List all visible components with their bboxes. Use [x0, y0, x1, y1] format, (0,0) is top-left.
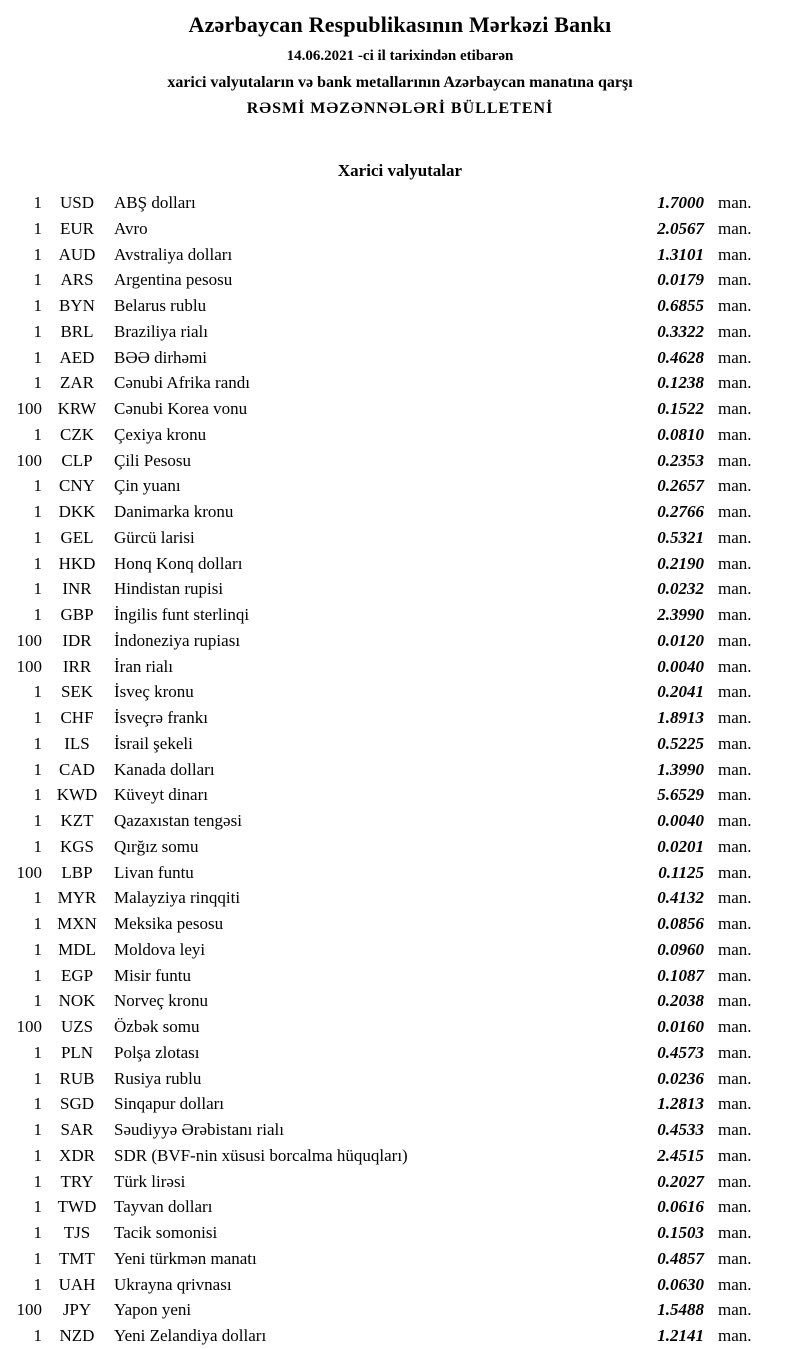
currency-code: KZT [60, 811, 94, 830]
rate-unit: man. [718, 759, 752, 779]
nominal-multiplier: 1 [33, 244, 42, 264]
rate-value: 0.0630 [657, 1274, 704, 1294]
bank-title: Azərbaycan Respublikasının Mərkəzi Bankı [188, 12, 612, 37]
rate-value: 0.1503 [657, 1223, 704, 1242]
rate-row [12, 808, 762, 834]
rate-row [12, 499, 762, 525]
nominal-multiplier: 100 [16, 1017, 42, 1036]
currency-name: Argentina pesosu [114, 270, 233, 290]
currency-name: Avro [114, 218, 148, 238]
rate-row [12, 705, 762, 731]
currency-code: BYN [59, 296, 95, 315]
nominal-multiplier: 1 [33, 965, 42, 985]
nominal-multiplier: 1 [33, 502, 42, 521]
currency-code: ARS [60, 270, 94, 290]
nominal-multiplier: 1 [33, 682, 42, 702]
rate-row [12, 1117, 762, 1143]
nominal-multiplier: 1 [33, 1223, 42, 1242]
rate-row [12, 1194, 762, 1220]
rate-row [12, 267, 762, 293]
currency-code: PLN [60, 1042, 94, 1062]
rate-unit: man. [718, 502, 752, 521]
currency-code: EUR [60, 218, 94, 238]
rate-unit: man. [718, 1274, 752, 1294]
nominal-multiplier: 1 [33, 1171, 42, 1191]
rate-value: 0.2353 [657, 450, 704, 470]
currency-code: SAR [60, 1120, 94, 1139]
rate-unit: man. [718, 347, 752, 367]
rate-unit: man. [718, 630, 752, 650]
currency-code: HKD [58, 553, 96, 573]
rate-value: 1.5488 [657, 1300, 704, 1320]
section-title-foreign-currencies: Xarici valyutalar [337, 161, 463, 180]
rate-unit: man. [718, 553, 752, 573]
currency-code: SEK [60, 682, 94, 702]
rate-row [12, 1040, 762, 1066]
currency-name: Avstraliya dolları [114, 244, 233, 264]
nominal-multiplier: 1 [33, 321, 42, 341]
currency-code: SGD [59, 1094, 94, 1114]
rate-unit: man. [718, 450, 752, 470]
currency-name: Yapon yeni [114, 1300, 192, 1320]
currency-name: Yeni Zelandiya dolları [114, 1326, 267, 1345]
rate-unit: man. [718, 1120, 752, 1139]
rate-value: 0.2027 [657, 1171, 704, 1191]
currency-name: Ukrayna qrivnası [114, 1274, 232, 1294]
rate-value: 1.3990 [657, 759, 704, 779]
rate-row [12, 988, 762, 1014]
nominal-multiplier: 1 [33, 193, 42, 212]
rate-value: 0.0179 [657, 270, 704, 290]
rate-row [12, 602, 762, 628]
nominal-multiplier: 1 [33, 347, 42, 367]
rate-unit: man. [718, 1300, 752, 1320]
rate-value: 0.2038 [657, 991, 704, 1011]
rate-row [12, 679, 762, 705]
currency-name: Türk lirəsi [114, 1171, 186, 1191]
currency-name: ABŞ dolları [114, 193, 196, 212]
rate-row [12, 937, 762, 963]
rate-unit: man. [718, 193, 752, 212]
rate-value: 0.2657 [657, 476, 704, 496]
nominal-multiplier: 1 [33, 1120, 42, 1139]
currency-name: Çexiya kronu [114, 424, 207, 444]
nominal-multiplier: 1 [33, 270, 42, 290]
rate-value: 0.1125 [658, 862, 704, 882]
rate-unit: man. [718, 605, 752, 624]
rate-row [12, 525, 762, 551]
currency-name: BƏƏ dirhəmi [114, 347, 208, 367]
nominal-multiplier: 1 [33, 553, 42, 573]
nominal-multiplier: 1 [33, 527, 42, 547]
exchange-rates-table [0, 190, 800, 1349]
rate-row [12, 782, 762, 808]
currency-code: KGS [59, 836, 94, 856]
rate-row [12, 757, 762, 783]
currency-name: Küveyt dinarı [114, 785, 208, 805]
rate-value: 0.4132 [657, 888, 704, 908]
nominal-multiplier: 100 [16, 450, 42, 470]
currency-code: CHF [60, 708, 94, 727]
rate-value: 1.8913 [657, 708, 704, 727]
rate-row [12, 963, 762, 989]
currency-code: UZS [60, 1017, 94, 1036]
currency-code: RUB [59, 1068, 95, 1088]
rate-value: 2.4515 [657, 1145, 704, 1165]
rate-row [12, 1297, 762, 1323]
rate-row [12, 911, 762, 937]
rate-unit: man. [718, 321, 752, 341]
rate-value: 0.4628 [657, 347, 704, 367]
currency-name: İngilis funt sterlinqi [114, 605, 250, 624]
currency-name: SDR (BVF-nin xüsusi borcalma hüquqları) [114, 1145, 408, 1165]
currency-name: Səudiyyə Ərəbistanı rialı [114, 1120, 284, 1139]
nominal-multiplier: 1 [33, 476, 42, 496]
rate-unit: man. [718, 1197, 752, 1217]
nominal-multiplier: 1 [33, 424, 42, 444]
currency-name: Çili Pesosu [114, 450, 191, 470]
rate-value: 0.4573 [657, 1042, 704, 1062]
rate-row [12, 1246, 762, 1272]
nominal-multiplier: 1 [33, 811, 42, 830]
rate-value: 5.6529 [657, 785, 704, 805]
rate-value: 0.3322 [657, 321, 704, 341]
rate-row [12, 1066, 762, 1092]
nominal-multiplier: 1 [33, 759, 42, 779]
currency-name: Qazaxıstan tengəsi [114, 811, 242, 830]
currency-name: Tayvan dolları [114, 1197, 213, 1217]
rate-row [12, 1220, 762, 1246]
nominal-multiplier: 100 [16, 630, 42, 650]
rate-value: 0.2041 [657, 682, 704, 702]
nominal-multiplier: 1 [33, 991, 42, 1011]
rate-value: 0.4533 [657, 1120, 704, 1139]
rate-unit: man. [718, 1017, 752, 1036]
rate-row [12, 319, 762, 345]
rate-unit: man. [718, 424, 752, 444]
nominal-multiplier: 1 [33, 605, 42, 624]
currency-name: Kanada dolları [114, 759, 215, 779]
nominal-multiplier: 1 [33, 1197, 42, 1217]
nominal-multiplier: 1 [33, 296, 42, 315]
currency-code: AUD [58, 244, 96, 264]
currency-name: Moldova leyi [114, 939, 206, 959]
currency-code: TWD [57, 1197, 97, 1217]
currency-code: BRL [60, 321, 94, 341]
currency-code: DKK [58, 502, 96, 521]
rate-value: 1.7000 [657, 193, 704, 212]
currency-name: İndoneziya rupiası [114, 630, 241, 650]
rate-unit: man. [718, 682, 752, 702]
currency-code: USD [59, 193, 94, 212]
rate-value: 2.0567 [657, 218, 704, 238]
currency-name: Yeni türkmən manatı [114, 1248, 257, 1268]
rate-row [12, 242, 762, 268]
rate-unit: man. [718, 888, 752, 908]
nominal-multiplier: 1 [33, 1274, 42, 1294]
currency-code: CNY [59, 476, 95, 496]
rate-unit: man. [718, 991, 752, 1011]
currency-code: MDL [58, 939, 96, 959]
currency-name: Gürcü larisi [114, 527, 195, 547]
currency-name: Sinqapur dolları [114, 1094, 225, 1114]
rate-unit: man. [718, 1042, 752, 1062]
currency-code: XDR [59, 1145, 95, 1165]
nominal-multiplier: 1 [33, 708, 42, 727]
rate-unit: man. [718, 862, 752, 882]
rate-row [12, 422, 762, 448]
rate-value: 0.0810 [657, 424, 704, 444]
rate-value: 0.0232 [657, 579, 704, 599]
currency-name: Honq Konq dolları [114, 553, 243, 573]
rate-value: 0.1087 [657, 965, 704, 985]
currency-name: Qırğız somu [114, 836, 199, 856]
currency-name: İsveçrə frankı [114, 708, 208, 727]
currency-code: IRR [62, 656, 92, 676]
currency-code: UAH [58, 1274, 96, 1294]
rate-value: 0.1238 [657, 373, 704, 393]
rate-unit: man. [718, 1145, 752, 1165]
rate-row [12, 448, 762, 474]
currency-name: Tacik somonisi [114, 1223, 218, 1242]
currency-code: CAD [59, 759, 95, 779]
currency-code: JPY [62, 1300, 92, 1320]
rate-value: 1.2141 [657, 1326, 704, 1345]
rate-value: 0.4857 [657, 1248, 704, 1268]
nominal-multiplier: 1 [33, 836, 42, 856]
rate-unit: man. [718, 476, 752, 496]
nominal-multiplier: 1 [33, 1042, 42, 1062]
currency-code: IDR [62, 630, 92, 650]
rate-unit: man. [718, 270, 752, 290]
rate-row [12, 370, 762, 396]
rate-value: 1.2813 [657, 1094, 704, 1114]
rate-row [12, 190, 762, 216]
rate-row [12, 1091, 762, 1117]
currency-code: KRW [57, 399, 97, 418]
rate-value: 0.2190 [657, 553, 704, 573]
nominal-multiplier: 100 [16, 656, 42, 676]
rate-unit: man. [718, 296, 752, 315]
currency-code: TRY [60, 1171, 94, 1191]
rate-unit: man. [718, 579, 752, 599]
currency-name: Meksika pesosu [114, 914, 224, 933]
rate-value: 0.0120 [657, 630, 704, 650]
rate-value: 0.0160 [657, 1017, 704, 1036]
currency-name: Belarus rublu [114, 296, 207, 315]
rate-row [12, 1143, 762, 1169]
currency-code: NZD [59, 1326, 95, 1345]
currency-name: Çin yuanı [114, 476, 181, 496]
currency-name: Livan funtu [114, 862, 194, 882]
currency-name: Rusiya rublu [114, 1068, 202, 1088]
currency-name: İsveç kronu [114, 682, 194, 702]
nominal-multiplier: 1 [33, 218, 42, 238]
currency-code: CLP [61, 450, 93, 470]
rate-unit: man. [718, 1068, 752, 1088]
currency-code: GBP [60, 605, 94, 624]
currency-name: Polşa zlotası [114, 1042, 200, 1062]
currency-name: Cənubi Korea vonu [114, 399, 248, 418]
rate-row [12, 345, 762, 371]
nominal-multiplier: 100 [16, 862, 42, 882]
rate-row [12, 1169, 762, 1195]
rate-unit: man. [718, 244, 752, 264]
nominal-multiplier: 1 [33, 939, 42, 959]
currency-code: INR [62, 579, 92, 599]
currency-code: ZAR [60, 373, 94, 393]
currency-code: CZK [60, 424, 94, 444]
currency-code: TJS [63, 1223, 91, 1242]
nominal-multiplier: 1 [33, 1068, 42, 1088]
rate-value: 0.0040 [657, 811, 704, 830]
rate-row [12, 654, 762, 680]
nominal-multiplier: 1 [33, 1145, 42, 1165]
nominal-multiplier: 1 [33, 1326, 42, 1345]
currency-code: LBP [61, 862, 93, 882]
rate-row [12, 834, 762, 860]
nominal-multiplier: 100 [16, 399, 42, 418]
rate-unit: man. [718, 1248, 752, 1268]
nominal-multiplier: 1 [33, 914, 42, 933]
rate-row [12, 1323, 762, 1349]
currency-code: AED [59, 347, 95, 367]
currency-name: Norveç kronu [114, 991, 208, 1011]
currency-code: MYR [57, 888, 97, 908]
currency-code: GEL [60, 527, 94, 547]
rate-row [12, 860, 762, 886]
rate-value: 0.5321 [657, 527, 704, 547]
rate-value: 2.3990 [657, 605, 704, 624]
rate-row [12, 628, 762, 654]
rate-unit: man. [718, 785, 752, 805]
bulletin-subtitle: xarici valyutaların və bank metallarının Azərbaycan manatına qarşı [167, 74, 633, 91]
rate-unit: man. [718, 914, 752, 933]
nominal-multiplier: 1 [33, 1094, 42, 1114]
rate-row [12, 396, 762, 422]
rate-row [12, 1014, 762, 1040]
nominal-multiplier: 1 [33, 579, 42, 599]
nominal-multiplier: 100 [16, 1300, 42, 1320]
currency-name: Hindistan rupisi [114, 579, 224, 599]
rate-row [12, 731, 762, 757]
nominal-multiplier: 1 [33, 1248, 42, 1268]
currency-name: Özbək somu [114, 1017, 200, 1036]
currency-code: MXN [57, 914, 97, 933]
rate-unit: man. [718, 965, 752, 985]
rate-unit: man. [718, 1326, 752, 1345]
rate-unit: man. [718, 733, 752, 753]
nominal-multiplier: 1 [33, 888, 42, 908]
currency-name: Misir funtu [114, 965, 191, 985]
rate-unit: man. [718, 373, 752, 393]
rate-value: 0.0236 [657, 1068, 704, 1088]
rate-value: 0.0040 [657, 656, 704, 676]
currency-code: EGP [60, 965, 94, 985]
rate-value: 0.0960 [657, 939, 704, 959]
rate-value: 0.5225 [657, 733, 704, 753]
rate-value: 0.0201 [657, 836, 704, 856]
nominal-multiplier: 1 [33, 785, 42, 805]
rate-unit: man. [718, 1094, 752, 1114]
rate-unit: man. [718, 836, 752, 856]
rate-value: 0.0616 [657, 1197, 704, 1217]
rate-row [12, 576, 762, 602]
rate-unit: man. [718, 218, 752, 238]
rate-unit: man. [718, 527, 752, 547]
currency-name: İran rialı [114, 656, 173, 676]
rate-unit: man. [718, 811, 752, 830]
currency-code: TMT [59, 1248, 95, 1268]
rate-value: 1.3101 [657, 244, 704, 264]
rate-row [12, 885, 762, 911]
currency-name: Cənubi Afrika randı [114, 373, 250, 393]
rate-unit: man. [718, 708, 752, 727]
rate-unit: man. [718, 939, 752, 959]
rate-row [12, 216, 762, 242]
rate-row [12, 473, 762, 499]
effective-date-line: 14.06.2021 -ci il tarixindən etibarən [286, 48, 514, 64]
rate-row [12, 551, 762, 577]
nominal-multiplier: 1 [33, 373, 42, 393]
rate-unit: man. [718, 656, 752, 676]
rate-value: 0.0856 [657, 914, 704, 933]
currency-code: ILS [64, 733, 90, 753]
currency-code: KWD [56, 785, 98, 805]
rate-unit: man. [718, 399, 752, 418]
currency-code: NOK [58, 991, 96, 1011]
rate-row [12, 293, 762, 319]
rate-row [12, 1272, 762, 1298]
nominal-multiplier: 1 [33, 733, 42, 753]
document-header [0, 12, 800, 118]
rate-value: 0.6855 [657, 296, 704, 315]
currency-name: Malayziya rinqqiti [114, 888, 241, 908]
rate-value: 0.2766 [657, 502, 704, 521]
rate-unit: man. [718, 1223, 752, 1242]
rate-value: 0.1522 [657, 399, 704, 418]
currency-name: Danimarka kronu [114, 502, 234, 521]
rate-unit: man. [718, 1171, 752, 1191]
currency-name: Braziliya rialı [114, 321, 208, 341]
bulletin-title: RƏSMİ MƏZƏNNƏLƏRİ BÜLLETENİ [246, 100, 554, 117]
currency-name: İsrail şekeli [114, 733, 193, 753]
